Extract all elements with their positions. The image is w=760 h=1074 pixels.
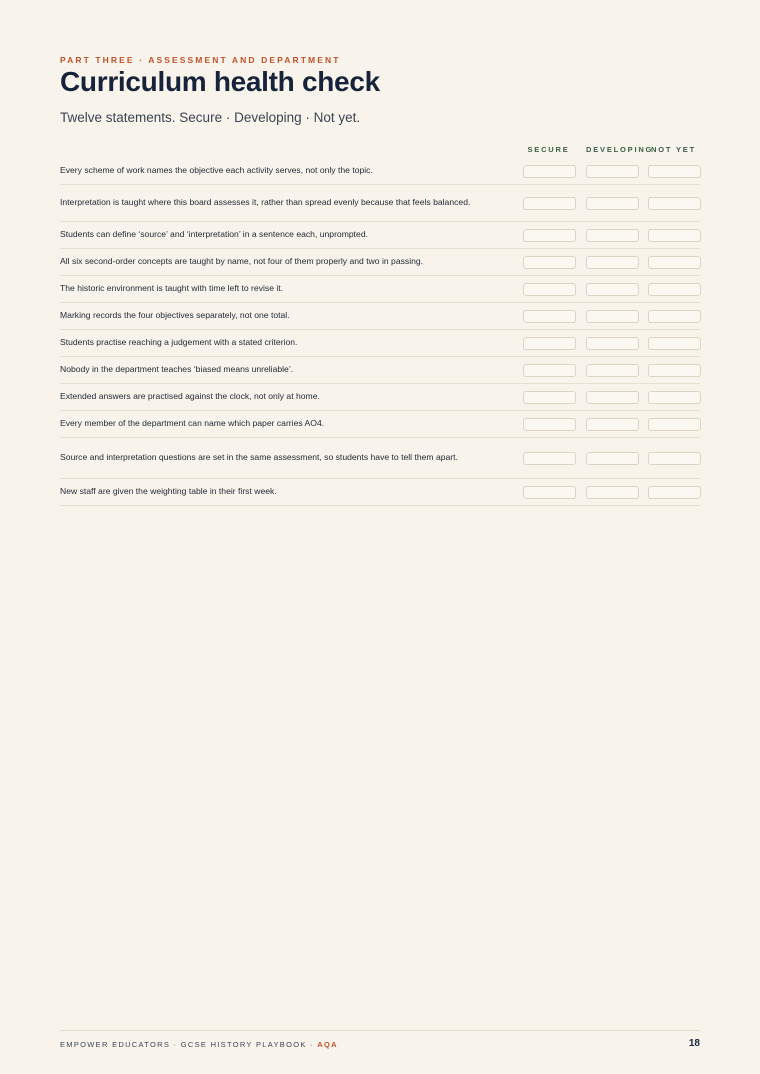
statement-text: Nobody in the department teaches ‘biased means unreliable’. (60, 364, 294, 375)
page-number: 18 (688, 1038, 700, 1049)
statement-text: Source and interpretation questions are set in the same assessment, so students have to tell them apart. (60, 452, 458, 463)
footer-brand: AQA (317, 1040, 338, 1049)
rating-box-secure[interactable] (523, 364, 576, 377)
page (60, 0, 700, 1074)
rating-box-secure[interactable] (523, 486, 576, 499)
rating-box-developing[interactable] (586, 337, 639, 350)
statement-text: Students practise reaching a judgement with a stated criterion. (60, 337, 298, 348)
rating-box-not-yet[interactable] (648, 486, 701, 499)
statement-text: The historic environment is taught with time left to revise it. (60, 283, 284, 294)
rating-box-not-yet[interactable] (648, 364, 701, 377)
statement-text: New staff are given the weighting table in their first week. (60, 486, 277, 497)
rating-box-not-yet[interactable] (648, 452, 701, 465)
rating-box-secure[interactable] (523, 256, 576, 269)
statement-row (60, 330, 700, 357)
statement-row (60, 357, 700, 384)
statement-text: All six second-order concepts are taught by name, not four of them properly and two in passing. (60, 256, 424, 267)
statement-row (60, 438, 700, 479)
rating-box-developing[interactable] (586, 197, 639, 210)
statement-text: Every member of the department can name which paper carries AO4. (60, 418, 325, 429)
footer-label: EMPOWER EDUCATORS · GCSE HISTORY PLAYBOOK · (60, 1040, 318, 1049)
rating-box-secure[interactable] (523, 310, 576, 323)
statement-row (60, 479, 700, 506)
footer-divider (60, 1030, 700, 1031)
rating-box-developing[interactable] (586, 310, 639, 323)
rating-box-secure[interactable] (523, 229, 576, 242)
rating-box-not-yet[interactable] (648, 391, 701, 404)
rating-box-developing[interactable] (586, 452, 639, 465)
statement-row (60, 249, 700, 276)
rating-box-not-yet[interactable] (648, 197, 701, 210)
footer-text (60, 1040, 338, 1049)
statement-text: Marking records the four objectives separately, not one total. (60, 310, 290, 321)
rating-box-developing[interactable] (586, 418, 639, 431)
page-subtitle: Twelve statements. Secure · Developing · Not yet. (60, 110, 361, 125)
statement-text: Students can define ‘source’ and ‘interpretation’ in a sentence each, unprompted. (60, 229, 368, 240)
statement-row (60, 303, 700, 330)
rating-box-secure[interactable] (523, 418, 576, 431)
rating-box-developing[interactable] (586, 364, 639, 377)
statement-row (60, 222, 700, 249)
column-header-developing: DEVELOPING (586, 145, 654, 154)
rating-box-not-yet[interactable] (648, 310, 701, 323)
rating-box-secure[interactable] (523, 165, 576, 178)
page-title: Curriculum health check (60, 66, 380, 97)
column-header-not-yet: NOT YET (651, 145, 696, 154)
statement-text: Every scheme of work names the objective each activity serves, not only the topic. (60, 165, 373, 176)
rating-box-secure[interactable] (523, 391, 576, 404)
rating-box-secure[interactable] (523, 283, 576, 296)
rating-box-not-yet[interactable] (648, 165, 701, 178)
statement-text: Extended answers are practised against the clock, not only at home. (60, 391, 320, 402)
rating-box-developing[interactable] (586, 229, 639, 242)
statement-list (60, 158, 700, 506)
section-eyebrow: PART THREE · ASSESSMENT AND DEPARTMENT (60, 55, 341, 65)
statement-row (60, 384, 700, 411)
rating-box-not-yet[interactable] (648, 418, 701, 431)
rating-box-not-yet[interactable] (648, 283, 701, 296)
rating-box-developing[interactable] (586, 391, 639, 404)
rating-box-developing[interactable] (586, 256, 639, 269)
statement-text: Interpretation is taught where this board assesses it, rather than spread evenly because that feels balanced. (60, 197, 471, 208)
rating-box-secure[interactable] (523, 197, 576, 210)
rating-box-not-yet[interactable] (648, 229, 701, 242)
rating-box-not-yet[interactable] (648, 337, 701, 350)
rating-box-developing[interactable] (586, 486, 639, 499)
column-header-secure: SECURE (527, 145, 570, 154)
statement-row (60, 276, 700, 303)
rating-box-secure[interactable] (523, 337, 576, 350)
rating-box-secure[interactable] (523, 452, 576, 465)
statement-row (60, 158, 700, 185)
statement-row (60, 185, 700, 222)
rating-box-not-yet[interactable] (648, 256, 701, 269)
rating-box-developing[interactable] (586, 283, 639, 296)
statement-row (60, 411, 700, 438)
rating-box-developing[interactable] (586, 165, 639, 178)
